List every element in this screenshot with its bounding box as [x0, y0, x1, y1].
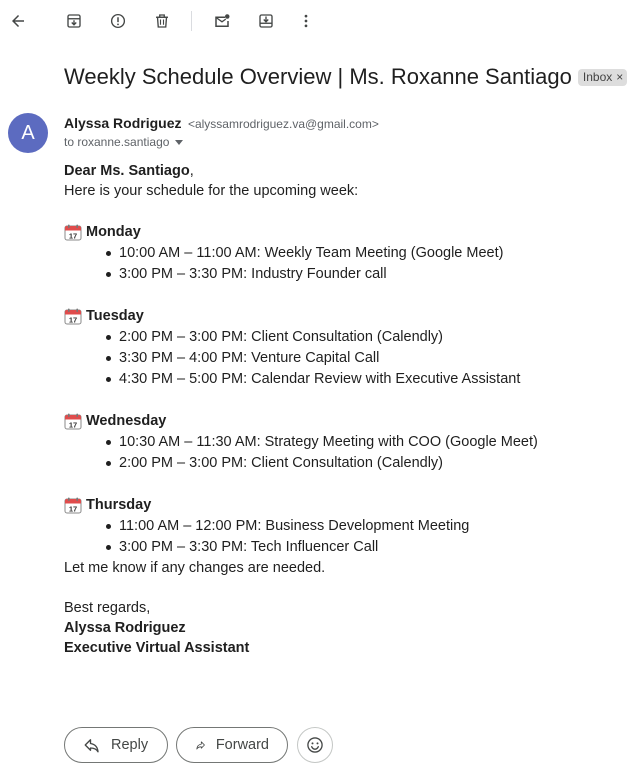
chevron-down-icon[interactable]	[175, 140, 183, 145]
sender-name[interactable]: Alyssa Rodriguez	[64, 115, 182, 131]
day-title: Wednesday	[86, 413, 167, 429]
sender-line	[64, 115, 379, 133]
day-section	[64, 411, 624, 474]
event-list	[64, 432, 624, 474]
back-arrow-icon[interactable]	[7, 10, 29, 32]
event-item: 10:30 AM – 11:30 AM: Strategy Meeting with COO (Google Meet)	[104, 432, 624, 453]
archive-icon[interactable]	[63, 10, 85, 32]
delete-icon[interactable]	[151, 10, 173, 32]
emoji-reaction-button[interactable]	[297, 727, 333, 763]
calendar-icon	[64, 308, 82, 325]
svg-text:17: 17	[68, 231, 78, 240]
mark-unread-icon[interactable]	[211, 10, 233, 32]
intro-text: Here is your schedule for the upcoming week:	[64, 183, 359, 199]
event-item: 2:00 PM – 3:00 PM: Client Consultation (Calendly)	[104, 453, 624, 474]
event-list	[64, 243, 624, 285]
event-list	[64, 516, 624, 558]
calendar-icon	[64, 497, 82, 514]
day-section	[64, 495, 624, 558]
svg-text:17: 17	[68, 420, 78, 429]
report-spam-icon[interactable]	[107, 10, 129, 32]
inbox-label-chip[interactable]	[578, 69, 627, 86]
avatar[interactable]: A	[8, 113, 48, 153]
subject-row	[64, 64, 630, 96]
greeting: Dear Ms. Santiago,	[64, 163, 194, 179]
signature-name: Alyssa Rodriguez	[64, 620, 186, 636]
reply-actions	[64, 727, 333, 763]
signature-block	[64, 598, 624, 658]
toolbar-divider	[191, 11, 192, 31]
event-item: 11:00 AM – 12:00 PM: Business Development Meeting	[104, 516, 624, 537]
event-item: 3:00 PM – 3:30 PM: Industry Founder call	[104, 264, 624, 285]
smiley-icon	[305, 735, 325, 755]
move-to-icon[interactable]	[255, 10, 277, 32]
calendar-icon	[64, 224, 82, 241]
email-subject: Weekly Schedule Overview | Ms. Roxanne Santiago	[64, 64, 572, 89]
remove-label-icon[interactable]: ×	[616, 69, 624, 84]
signature-title: Executive Virtual Assistant	[64, 640, 250, 656]
day-title: Tuesday	[86, 308, 144, 324]
closing-text: Let me know if any changes are needed.	[64, 560, 326, 576]
signoff-text: Best regards,	[64, 600, 151, 616]
event-list	[64, 327, 624, 390]
sender-email: <alyssamrodriguez.va@gmail.com>	[187, 117, 379, 131]
event-item: 10:00 AM – 11:00 AM: Weekly Team Meeting (Google Meet)	[104, 243, 624, 264]
day-section	[64, 306, 624, 390]
more-vert-icon[interactable]	[295, 10, 317, 32]
day-title: Thursday	[86, 497, 152, 513]
greeting-name: Dear Ms. Santiago	[64, 163, 190, 179]
email-body	[64, 161, 624, 658]
recipient-text: to roxanne.santiago	[64, 135, 170, 149]
svg-text:17: 17	[68, 504, 78, 513]
event-item: 2:00 PM – 3:00 PM: Client Consultation (Calendly)	[104, 327, 624, 348]
inbox-label-text: Inbox	[582, 69, 613, 84]
recipient-details[interactable]	[64, 135, 183, 149]
reply-button[interactable]	[64, 727, 168, 763]
event-item: 3:00 PM – 3:30 PM: Tech Influencer Call	[104, 537, 624, 558]
reply-icon	[83, 736, 101, 754]
svg-text:17: 17	[68, 315, 78, 324]
forward-icon	[195, 736, 206, 754]
event-item: 3:30 PM – 4:00 PM: Venture Capital Call	[104, 348, 624, 369]
day-title: Monday	[86, 224, 141, 240]
forward-button[interactable]	[176, 727, 288, 763]
forward-label: Forward	[215, 737, 269, 753]
calendar-icon	[64, 413, 82, 430]
day-section	[64, 222, 624, 285]
email-toolbar	[0, 0, 632, 42]
event-item: 4:30 PM – 5:00 PM: Calendar Review with Executive Assistant	[104, 369, 624, 390]
reply-label: Reply	[111, 737, 149, 753]
